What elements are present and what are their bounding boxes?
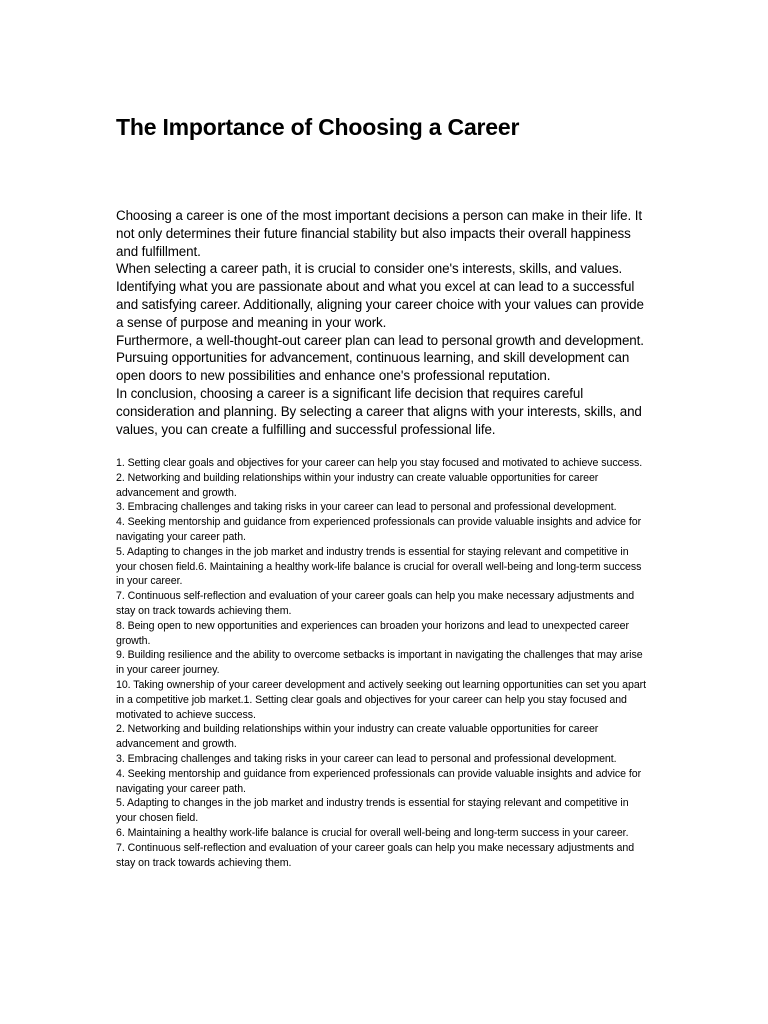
document-body [116, 207, 651, 438]
list-item: 7. Continuous self-reflection and evaluation of your career goals can help you make necessary adjustments and stay on track towards achieving them. [116, 841, 635, 869]
list-item: 3. Embracing challenges and taking risks in your career can lead to personal and professional development. [116, 752, 617, 765]
list-item: 7. Continuous self-reflection and evaluation of your career goals can help you make necessary adjustments and stay on track towards achieving them. [116, 590, 635, 617]
paragraph-intro: Choosing a career is one of the most important decisions a person can make in their life. It not only determines their future financial stability but also impacts their overall happiness and fulfillment. [116, 208, 642, 259]
list-item: 8. Being open to new opportunities and experiences can broaden your horizons and lead to unexpected career growth. [116, 619, 629, 647]
tips-list [116, 456, 651, 870]
paragraph-conclusion: In conclusion, choosing a career is a significant life decision that requires careful consideration and planning. By selecting a career that aligns with your interests, skills, and values, you can create a fulfilling and successful professional life. [116, 385, 642, 437]
paragraph-career-plan: Furthermore, a well-thought-out career plan can lead to personal growth and development. Pursuing opportunities for advancement, continuous learning, and skill development can open doors to new possibilities and enhance one's professional reputation. [116, 332, 644, 384]
list-item: 9. Building resilience and the ability to overcome setbacks is important in navigating the challenges that may arise in your career journey. [116, 649, 643, 677]
list-item: 6. Maintaining a healthy work-life balance is crucial for overall well-being and long-term success in your career. [116, 826, 629, 839]
list-item: 4. Seeking mentorship and guidance from experienced professionals can provide valuable insights and advice for navigating your career path. [116, 516, 642, 543]
document-title: The Importance of Choosing a Career [116, 114, 520, 140]
list-item: 10. Taking ownership of your career development and actively seeking out learning opportunities can set you apart in a competitive job market.1. Setting clear goals and objectives for your career can help you stay focused and motivated to achieve success. [116, 678, 647, 721]
list-item: 2. Networking and building relationships within your industry can create valuable opportunities for career advancement and growth. [116, 471, 599, 499]
list-item: 2. Networking and building relationships within your industry can create valuable opportunities for career advancement and growth. [116, 723, 599, 751]
list-item: 5. Adapting to changes in the job market and industry trends is essential for staying relevant and competitive in your chosen field.6. Maintaining a healthy work-life balance is crucial for overall well-being and long-term success in your career. [116, 545, 642, 588]
list-item: 4. Seeking mentorship and guidance from experienced professionals can provide valuable insights and advice for navigating your career path. [116, 767, 642, 795]
list-item: 3. Embracing challenges and taking risks in your career can lead to personal and professional development. [116, 501, 617, 514]
list-item: 5. Adapting to changes in the job market and industry trends is essential for staying relevant and competitive in your chosen field. [116, 797, 629, 825]
list-item: 1. Setting clear goals and objectives for your career can help you stay focused and motivated to achieve success. [116, 457, 643, 469]
paragraph-career-path: When selecting a career path, it is crucial to consider one's interests, skills, and values. Identifying what you are passionate about and what you excel at can lead to a successful and satisfying career. Additionally, aligning your career choice with your values can provide a sense of purpose and meaning in your work. [116, 261, 644, 330]
